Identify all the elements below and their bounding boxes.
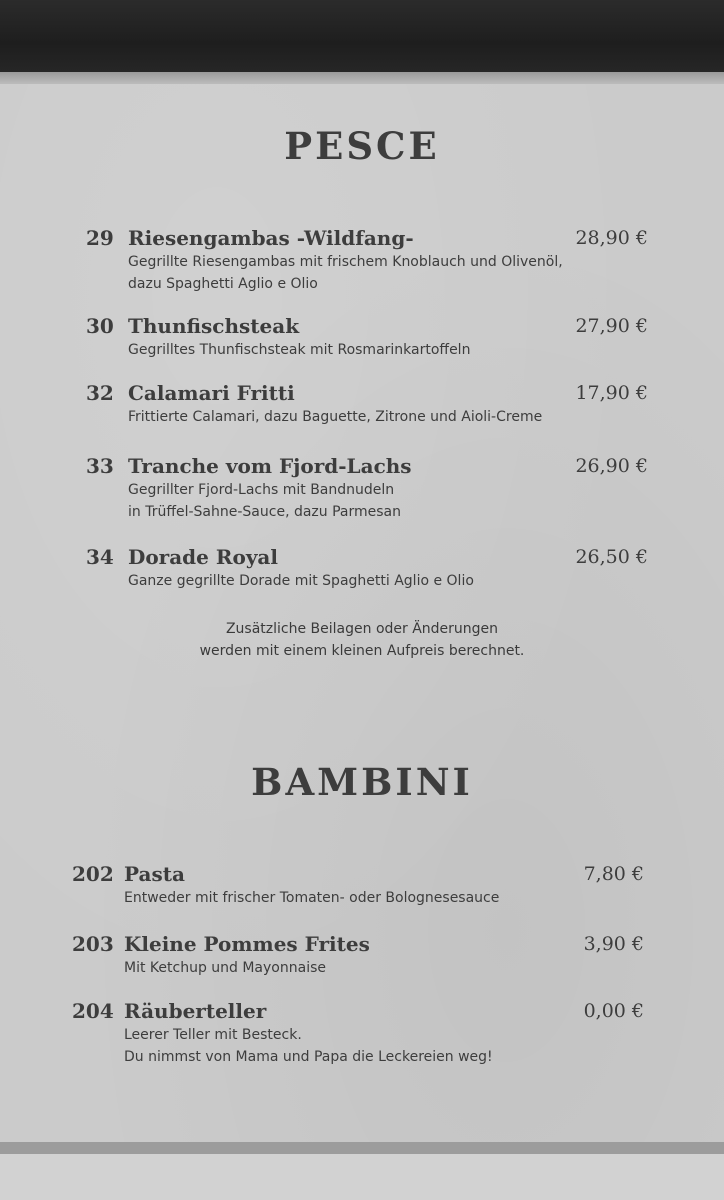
item-description [128, 251, 563, 295]
item-name: Kleine Pommes Frites [124, 932, 370, 956]
item-description [124, 887, 499, 909]
item-number: 34 [86, 545, 114, 569]
item-description-line: Gegrillter Fjord-Lachs mit Bandnudeln [128, 482, 395, 498]
item-number: 33 [86, 454, 114, 478]
item-price: 26,50 € [575, 546, 648, 568]
item-description [128, 339, 470, 361]
item-description [124, 1024, 493, 1068]
header-edge [0, 72, 724, 84]
item-name: Räuberteller [124, 999, 267, 1023]
item-name: Pasta [124, 862, 185, 886]
item-description-line: Du nimmst von Mama und Papa die Leckereien weg! [124, 1049, 493, 1065]
item-description-line: in Trüffel-Sahne-Sauce, dazu Parmesan [128, 504, 401, 520]
item-description [128, 479, 401, 523]
item-number: 32 [86, 381, 114, 405]
item-price: 0,00 € [583, 1000, 644, 1022]
item-number: 204 [72, 999, 114, 1023]
item-name: Riesengambas -Wildfang- [128, 226, 414, 250]
item-price: 26,90 € [575, 455, 648, 477]
item-description-line: Ganze gegrillte Dorade mit Spaghetti Aglio e Olio [128, 573, 474, 589]
item-description-line: Gegrilltes Thunfischsteak mit Rosmarinkartoffeln [128, 342, 471, 358]
item-price: 3,90 € [583, 933, 644, 955]
item-name: Thunfischsteak [128, 314, 300, 338]
note-line: Zusätzliche Beilagen oder Änderungen [225, 621, 499, 637]
item-number: 202 [72, 862, 114, 886]
note-line: werden mit einem kleinen Aufpreis berechnet. [199, 643, 525, 659]
surcharge-note [0, 618, 724, 662]
section-title-bambini: BAMBINI [251, 760, 473, 804]
item-description-line: dazu Spaghetti Aglio e Olio [128, 276, 318, 292]
item-number: 29 [86, 226, 114, 250]
item-description-line: Entweder mit frischer Tomaten- oder Bolognesesauce [124, 890, 500, 906]
item-description-line: Mit Ketchup und Mayonnaise [124, 960, 326, 976]
item-price: 28,90 € [575, 227, 648, 249]
footer-stripe [0, 1142, 724, 1154]
item-description [124, 957, 326, 979]
item-description-line: Frittierte Calamari, dazu Baguette, Zitrone und Aioli-Creme [128, 409, 543, 425]
item-description [128, 406, 542, 428]
item-price: 7,80 € [583, 863, 644, 885]
section-title-pesce: PESCE [284, 124, 440, 168]
item-description-line: Gegrillte Riesengambas mit frischem Knoblauch und Olivenöl, [128, 254, 563, 270]
item-number: 30 [86, 314, 114, 338]
item-number: 203 [72, 932, 114, 956]
item-description [128, 570, 474, 592]
item-name: Tranche vom Fjord-Lachs [128, 454, 412, 478]
top-header-band [0, 0, 724, 72]
footer-area [0, 1154, 724, 1200]
item-price: 27,90 € [575, 315, 648, 337]
item-description-line: Leerer Teller mit Besteck. [124, 1027, 302, 1043]
item-name: Dorade Royal [128, 545, 278, 569]
item-name: Calamari Fritti [128, 381, 295, 405]
item-price: 17,90 € [575, 382, 648, 404]
